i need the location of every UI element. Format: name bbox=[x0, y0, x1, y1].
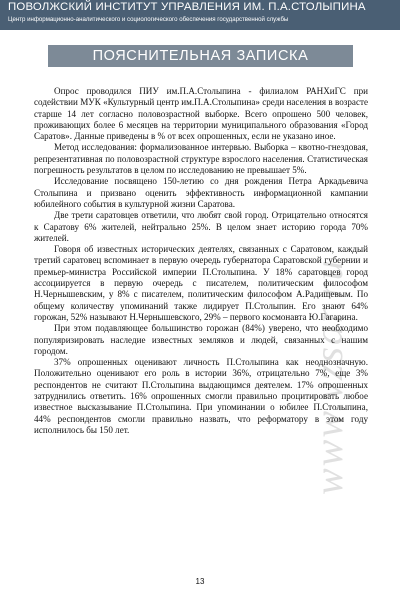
paragraph: 37% опрошенных оценивают личность П.Столыпина как неоднозначную. Положительно оценивают его роль в истории 36%, отрицательно 7%, еще 3% респондентов не считают П.Столыпина выдающимся деятелем. 17% опрошенных затруднились ответить. 16% опрошенных смогли правильно процитировать любое известное высказывание П.Столыпина. При упоминании о юбилее П.Столыпина, 44% респондентов смогли правильно назвать, что реформатору в этом году исполнилось бы 150 лет. bbox=[34, 357, 368, 435]
paragraph: Две трети саратовцев ответили, что любят свой город. Отрицательно относятся к Саратову 6% жителей, нейтрально 25%. В целом знает историю города 70% жителей. bbox=[34, 210, 368, 243]
institute-name: ПОВОЛЖСКИЙ ИНСТИТУТ УПРАВЛЕНИЯ ИМ. П.А.СТОЛЫПИНА bbox=[8, 1, 366, 13]
title-bar bbox=[48, 45, 353, 67]
page-title: ПОЯСНИТЕЛЬНАЯ ЗАПИСКА bbox=[92, 48, 309, 64]
header-bar bbox=[0, 0, 400, 30]
center-name: Центр информационно-аналитического и социологического обеспечения государственной службы bbox=[8, 16, 289, 23]
paragraph: При этом подавляющее большинство горожан (84%) уверено, что необходимо популяризировать наследие известных земляков и людей, связанных с нашим городом. bbox=[34, 323, 368, 356]
paragraph: Опрос проводился ПИУ им.П.А.Столыпина - филиалом РАНХиГС при содействии МУК «Культурный центр им.П.А.Столыпина» среди населения в возрасте старше 14 лет согласно половозрастной выборке. Всего опрошено 500 человек, проживающих более 6 месяцев на территории муниципального образования «Город Саратов». Данные приведены в % от всех опрошенных, если не указано иное. bbox=[34, 86, 368, 142]
paragraph: Говоря об известных исторических деятелях, связанных с Саратовом, каждый третий саратовец вспоминает в первую очередь губернатора Саратовской губернии и премьер-министра Российской империи П.Столыпина. У 18% саратовцев город ассоциируется в первую очередь с писателем, политическим философом Н.Чернышевским, у 8% с писателем, политическим философом А.Радищевым. По общему количеству упоминаний также лидирует П.Столыпин. Его знают 64% горожан, 52% называют Н.Чернышевского, 29% – первого космонавта Ю.Гагарина. bbox=[34, 244, 368, 322]
paragraph: Исследование посвящено 150-летию со дня рождения Петра Аркадьевича Столыпина и призвано оценить эффективность информационной кампании юбилейного события в культурной жизни Саратова. bbox=[34, 176, 368, 209]
watermark: www.vzsar.ru bbox=[306, 258, 351, 495]
page-number: 13 bbox=[195, 577, 205, 586]
paragraph: Метод исследования: формализованное интервью. Выборка – квотно-гнездовая, репрезентативная по половозрастной структуре взрослого населения. Статистическая погрешность результатов в целом по исследованию не превышает 5%. bbox=[34, 142, 368, 176]
